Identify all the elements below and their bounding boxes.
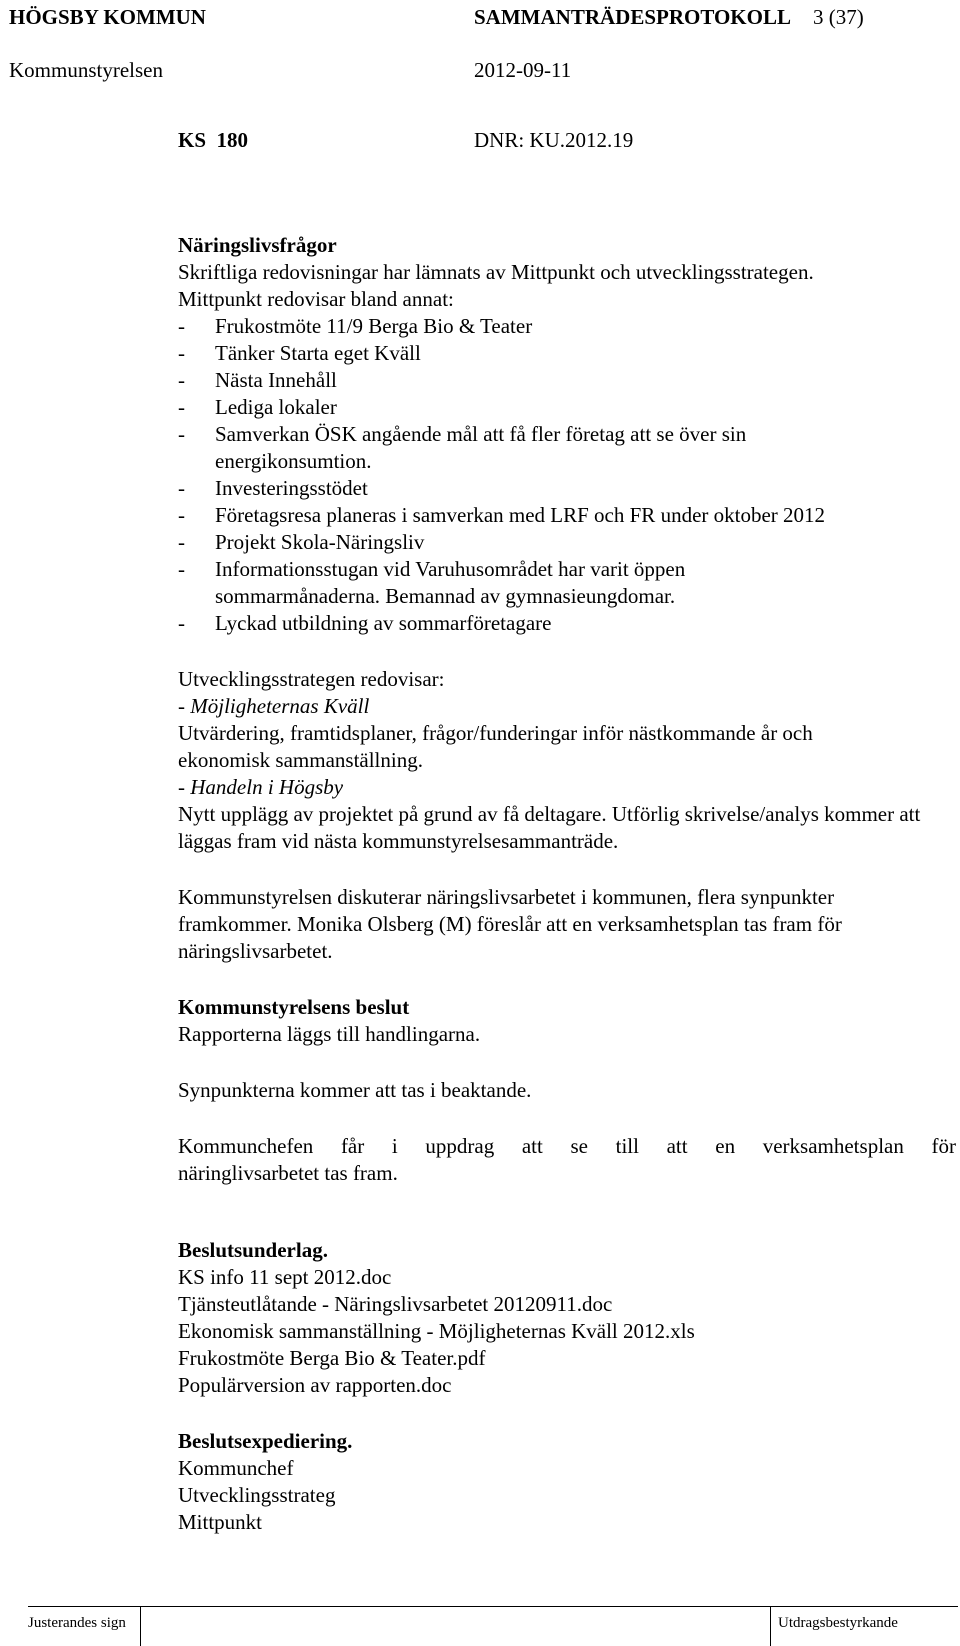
dispatch-item: Kommunchef [178, 1456, 294, 1480]
basis-item: Frukostmöte Berga Bio & Teater.pdf [178, 1346, 486, 1370]
basis-heading: Beslutsunderlag. [178, 1238, 328, 1262]
dash-mark: - [178, 775, 185, 799]
decision-item: Synpunkterna kommer att tas i beaktande. [178, 1078, 532, 1102]
header-date: 2012-09-11 [474, 58, 572, 82]
strateg-item-text: Utvärdering, framtidsplaner, frågor/funderingar inför nästkommande år och ekonomisk sammanställning. [178, 721, 813, 772]
dash-mark: - [178, 368, 185, 392]
list-item [178, 394, 956, 421]
dash-mark: - [178, 530, 185, 554]
mittpunkt-list [178, 313, 956, 637]
list-item-text: Lyckad utbildning av sommarföretagare [215, 611, 552, 635]
basis-item: Tjänsteutlåtande - Näringslivsarbetet 20120911.doc [178, 1292, 613, 1316]
list-item-text: Samverkan ÖSK angående mål att få fler företag att se över sin energikonsumtion. [215, 422, 747, 473]
decision-item: Rapporterna läggs till handlingarna. [178, 1022, 481, 1046]
protocol-content [178, 232, 956, 1536]
word: att [521, 1134, 543, 1158]
word: får [340, 1134, 365, 1158]
strateg-item-title [178, 774, 956, 801]
list-item [178, 610, 956, 637]
list-item [178, 556, 825, 610]
list-item-text: Investeringsstödet [215, 476, 368, 500]
header-org: HÖGSBY KOMMUN [9, 5, 206, 29]
dispatch-heading: Beslutsexpediering. [178, 1429, 353, 1453]
decision-item-justified [178, 1133, 956, 1160]
word: uppdrag [425, 1134, 495, 1158]
decision-heading: Kommunstyrelsens beslut [178, 995, 410, 1019]
dash-mark: - [178, 314, 185, 338]
list-item [178, 340, 956, 367]
decision-item-continued: näringlivsarbetet tas fram. [178, 1161, 398, 1185]
case-dnr: DNR: KU.2012.19 [474, 128, 634, 152]
word: att [666, 1134, 688, 1158]
dash-mark: - [178, 476, 185, 500]
dash-mark: - [178, 503, 185, 527]
dash-mark: - [178, 557, 185, 581]
dispatch-item: Utvecklingsstrateg [178, 1483, 336, 1507]
word: verksamhetsplan [762, 1134, 904, 1158]
header-body: Kommunstyrelsen [9, 58, 163, 82]
dash-mark: - [178, 341, 185, 365]
list-item-text: Projekt Skola-Näringsliv [215, 530, 425, 554]
dash-mark: - [178, 422, 185, 446]
list-item [178, 421, 855, 475]
case-number: KS 180 [178, 128, 249, 152]
list-item [178, 475, 956, 502]
list-item-text: Informationsstugan vid Varuhusområdet har varit öppen sommarmånaderna. Bemannad av gymnasieungdomar. [215, 557, 686, 608]
strateg-item-title-text: Handeln i Högsby [190, 775, 344, 799]
strateg-lead: Utvecklingsstrategen redovisar: [178, 667, 445, 691]
section-heading: Näringslivsfrågor [178, 233, 337, 257]
strateg-item-text: Nytt upplägg av projektet på grund av få deltagare. Utförlig skrivelse/analys kommer att läggas fram vid nästa kommunstyrelsesammanträde. [178, 802, 921, 853]
footer-divider [770, 1606, 771, 1646]
list-item-text: Tänker Starta eget Kväll [215, 341, 421, 365]
list-item-text: Nästa Innehåll [215, 368, 337, 392]
word: till [615, 1134, 639, 1158]
dispatch-item: Mittpunkt [178, 1510, 263, 1534]
footer-rule [28, 1606, 958, 1607]
discussion-text: Kommunstyrelsen diskuterar näringslivsarbetet i kommunen, flera synpunkter framkommer. Monika Olsberg (M) föreslår att en verksamhetsplan tas fram för näringslivsarbetet. [178, 885, 842, 963]
strateg-item-title [178, 693, 956, 720]
word: Kommunchefen [178, 1134, 314, 1158]
list-item [178, 502, 956, 529]
word: i [391, 1134, 398, 1158]
basis-item: Ekonomisk sammanställning - Möjligheternas Kväll 2012.xls [178, 1319, 695, 1343]
strateg-item-title-text: Möjligheternas Kväll [190, 694, 370, 718]
word: en [715, 1134, 736, 1158]
list-item-text: Frukostmöte 11/9 Berga Bio & Teater [215, 314, 533, 338]
dash-mark: - [178, 395, 185, 419]
footer-utdragsbestyrkande: Utdragsbestyrkande [778, 1615, 898, 1631]
footer-divider [140, 1606, 141, 1646]
header-title: SAMMANTRÄDESPROTOKOLL [474, 5, 791, 29]
list-item [178, 367, 956, 394]
section-intro: Skriftliga redovisningar har lämnats av Mittpunkt och utvecklingsstrategen. [178, 260, 814, 284]
list-item [178, 529, 956, 556]
footer-justerandes-sign: Justerandes sign [28, 1615, 126, 1631]
mittpunkt-lead: Mittpunkt redovisar bland annat: [178, 287, 454, 311]
word: se [570, 1134, 588, 1158]
list-item [178, 313, 956, 340]
list-item-text: Företagsresa planeras i samverkan med LRF och FR under oktober 2012 [215, 503, 826, 527]
basis-item: Populärversion av rapporten.doc [178, 1373, 452, 1397]
dash-mark: - [178, 611, 185, 635]
dash-mark: - [178, 694, 185, 718]
header-page-number: 3 (37) [813, 5, 864, 29]
basis-item: KS info 11 sept 2012.doc [178, 1265, 392, 1289]
word: för [931, 1134, 956, 1158]
list-item-text: Lediga lokaler [215, 395, 337, 419]
